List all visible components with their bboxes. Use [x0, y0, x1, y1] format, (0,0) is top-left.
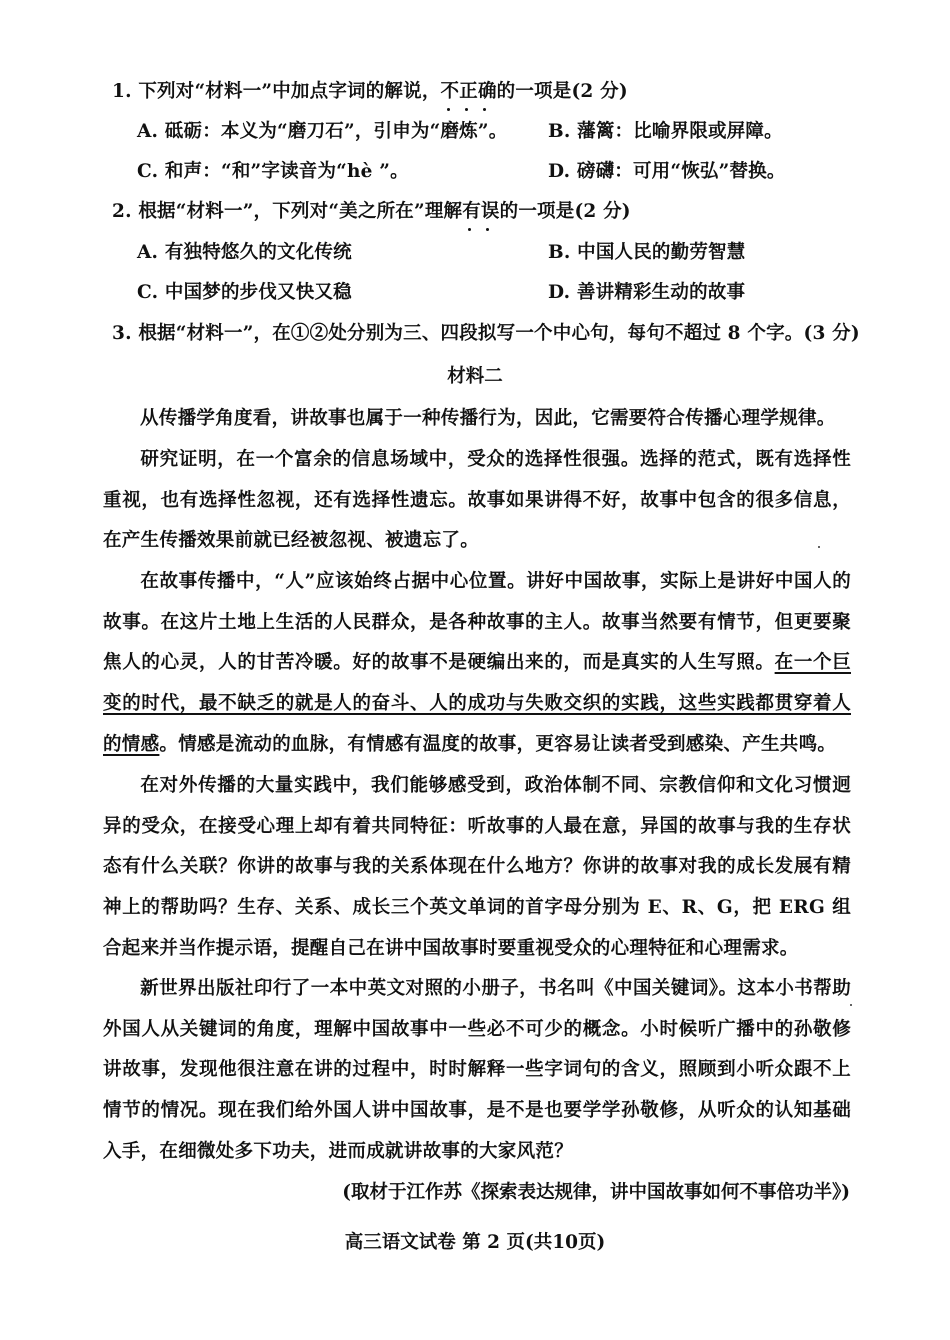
emphasis-dotted: 有误 — [462, 199, 499, 225]
material-2-paragraph-2: 研究证明，在一个富余的信息场域中，受众的选择性很强。选择的范式，既有选择性重视，也有选择性忽视，还有选择性遗忘。故事如果讲得不好，故事中包含的很多信息，在产生传播效果前就已经被忽视、被遗忘了。 — [103, 449, 851, 552]
underlined-sentence: 在一个巨变的时代，最不缺乏的就是人的奋斗、人的成功与失败交织的实践，这些实践都贯穿着人的情感 — [103, 652, 851, 755]
q1-option-d: D. 磅礴：可用“恢弘”替换。 — [548, 161, 786, 182]
material-2-paragraph-3: 在故事传播中，“人”应该始终占据中心位置。讲好中国故事，实际上是讲好中国人的故事。在这片土地上生活的人民群众，是各种故事的主人。故事当然要有情节，但更要聚焦人的心灵，人的甘苦冷暖。好的故事不是硬编出来的，而是真实的人生写照。在一个巨变的时代，最不缺乏的就是人的奋斗、人的成功与失败交织的实践，这些实践都贯穿着人的情感。情感是流动的血脉，有情感有温度的故事，更容易让读者受到感染、产生共鸣。 — [103, 571, 851, 755]
q2-option-d: D. 善讲精彩生动的故事 — [548, 282, 746, 303]
q1-option-b: B. 藩篱：比喻界限或屏障。 — [548, 121, 783, 142]
question-2-stem-end: 的一项是(2 分) — [499, 201, 631, 222]
question-1 — [112, 79, 628, 105]
material-2-paragraph-4: 在对外传播的大量实践中，我们能够感受到，政治体制不同、宗教信仰和文化习惯迥异的受众，在接受心理上却有着共同特征：听故事的人最在意，异国的故事与我的生存状态有什么关联？你讲的故事与我的关系体现在什么地方？你讲的故事对我的成长发展有精神上的帮助吗？生存、关系、成长三个英文单词的首字母分别为 E、R、G，把 ERG 组合起来并当作提示语，提醒自己在讲中国故事时要重视受众的心理特征和心理需求。 — [103, 775, 851, 959]
question-1-stem-end: 的一项是(2 分) — [496, 81, 628, 102]
q2-option-c: C. 中国梦的步伐又快又稳 — [137, 282, 352, 303]
scan-speck — [850, 1004, 852, 1006]
q2-option-b: B. 中国人民的勤劳智慧 — [548, 242, 746, 263]
q1-option-c: C. 和声：“和”字读音为“hè ”。 — [137, 161, 409, 182]
question-1-stem-start: 1. 下列对“材料一”中加点字词的解说， — [112, 81, 441, 102]
emphasis-dotted: 不正确 — [441, 79, 497, 105]
material-2-heading: 材料二 — [447, 366, 503, 387]
page-footer: 高三语文试卷 第 2 页(共10页) — [344, 1232, 606, 1253]
scan-speck — [818, 546, 820, 548]
q2-option-a: A. 有独特悠久的文化传统 — [137, 242, 352, 263]
question-2 — [112, 199, 631, 225]
question-3: 3. 根据“材料一”，在①②处分别为三、四段拟写一个中心句，每句不超过 8 个字。(3 分) — [112, 323, 860, 344]
material-2-paragraph-1: 从传播学角度看，讲故事也属于一种传播行为，因此，它需要符合传播心理学规律。 — [140, 408, 836, 429]
question-2-stem-start: 2. 根据“材料一”，下列对“美之所在”理解 — [112, 201, 463, 222]
material-2-paragraph-5: 新世界出版社印行了一本中英文对照的小册子，书名叫《中国关键词》。这本小书帮助外国人从关键词的角度，理解中国故事中一些必不可少的概念。小时候听广播中的孙敬修讲故事，发现他很注意在讲的过程中，时时解释一些字词句的含义，照顾到小听众跟不上情节的情况。现在我们给外国人讲中国故事，是不是也要学学孙敬修，从听众的认知基础入手，在细微处多下功夫，进而成就讲故事的大家风范？ — [103, 978, 851, 1162]
q1-option-a: A. 砥砺：本义为“磨刀石”，引申为“磨炼”。 — [137, 121, 508, 142]
source-citation: (取材于江作苏《探索表达规律，讲中国故事如何不事倍功半》) — [342, 1182, 850, 1203]
